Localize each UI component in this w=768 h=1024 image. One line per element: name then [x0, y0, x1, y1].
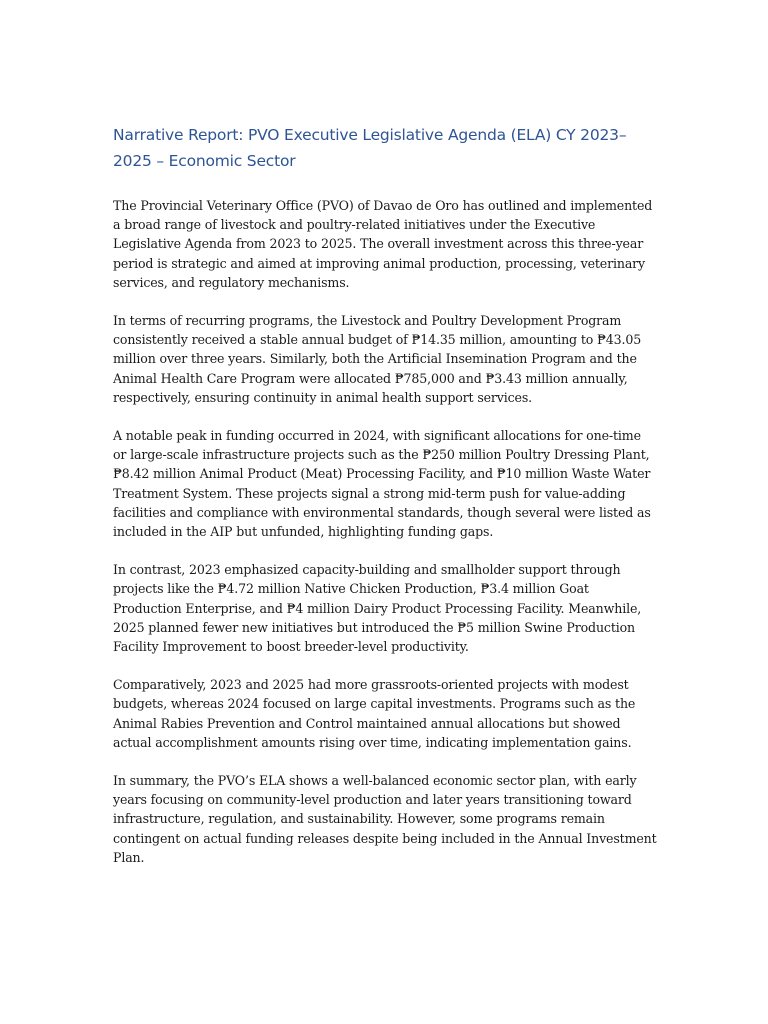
document-title: Narrative Report: PVO Executive Legislative Agenda (ELA) CY 2023–2025 – Economic Sector: [113, 126, 627, 170]
paragraph-comparison: Comparatively, 2023 and 2025 had more grassroots-oriented projects with modest budgets, whereas 2024 focused on large capital investments. Programs such as the Animal Rabies Prevention and Control maintained annual allocations but showed actual accomplishment amounts rising over time, indicating implementation gains.: [113, 677, 636, 750]
paragraph-summary: In summary, the PVO’s ELA shows a well-balanced economic sector plan, with early years focusing on community-level production and later years transitioning toward infrastructure, regulation, and sustainability. However, some programs remain contingent on actual funding releases despite being included in the Annual Investment Plan.: [113, 773, 657, 865]
paragraph-2024-funding-peak: A notable peak in funding occurred in 2024, with significant allocations for one-time or large-scale infrastructure projects such as the ₱250 million Poultry Dressing Plant, ₱8.42 million Animal Product (Meat) Processing Facility, and ₱10 million Waste Water Treatment System. These projects signal a strong mid-term push for value-adding facilities and compliance with environmental standards, though several were listed as included in the AIP but unfunded, highlighting funding gaps.: [113, 428, 651, 540]
paragraph-recurring-programs: In terms of recurring programs, the Livestock and Poultry Development Program consistently received a stable annual budget of ₱14.35 million, amounting to ₱43.05 million over three years. Similarly, both the Artificial Insemination Program and the Animal Health Care Program were allocated ₱785,000 and ₱3.43 million annually, respectively, ensuring continuity in animal health support services.: [113, 313, 642, 405]
paragraph-introduction: The Provincial Veterinary Office (PVO) of Davao de Oro has outlined and implemented a broad range of livestock and poultry-related initiatives under the Executive Legislative Agenda from 2023 to 2025. The overall investment across this three-year period is strategic and aimed at improving animal production, processing, veterinary services, and regulatory mechanisms.: [113, 198, 653, 290]
paragraph-2023-2025-contrast: In contrast, 2023 emphasized capacity-building and smallholder support through projects like the ₱4.72 million Native Chicken Production, ₱3.4 million Goat Production Enterprise, and ₱4 million Dairy Product Processing Facility. Meanwhile, 2025 planned fewer new initiatives but introduced the ₱5 million Swine Production Facility Improvement to boost breeder-level productivity.: [113, 562, 642, 655]
document-body: [113, 122, 658, 886]
